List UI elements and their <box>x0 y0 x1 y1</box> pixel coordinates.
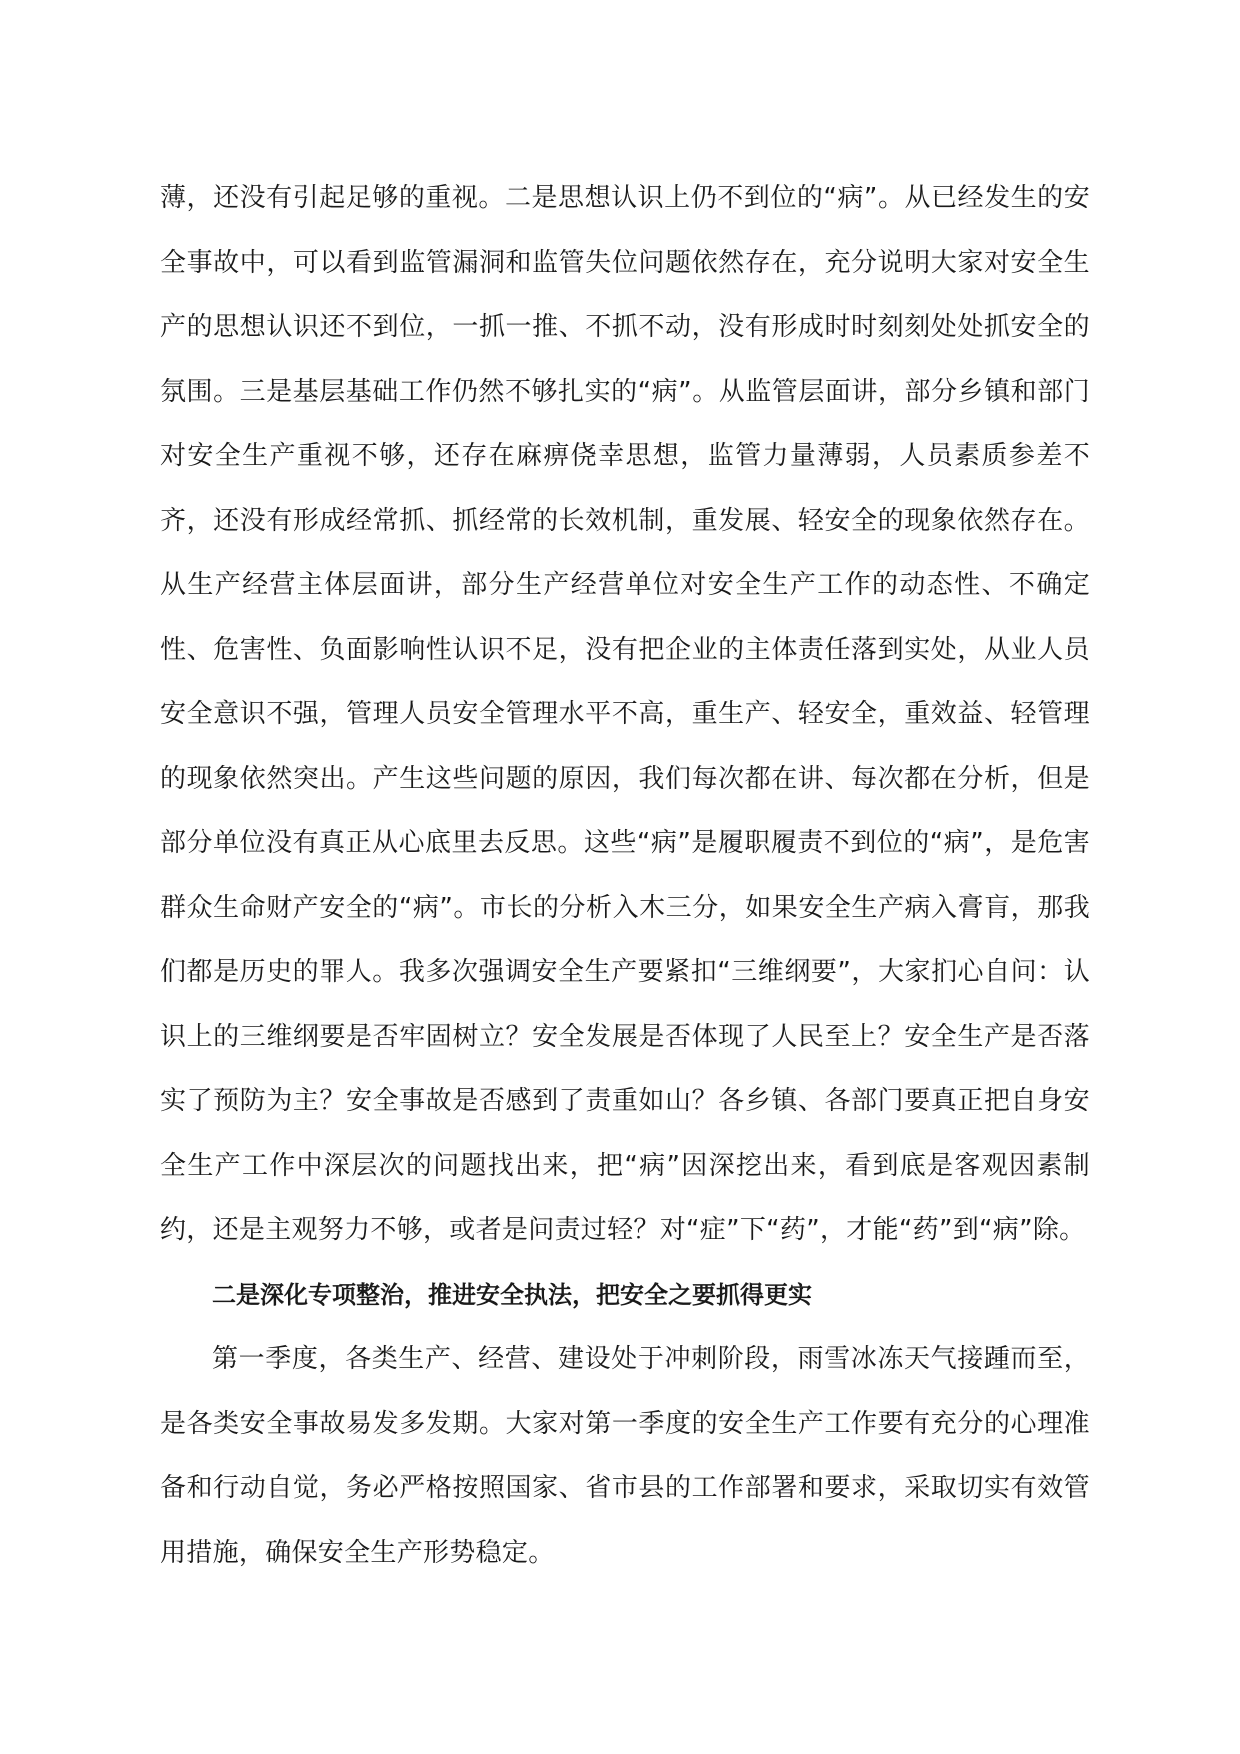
body-paragraph-continued: 薄，还没有引起足够的重视。二是思想认识上仍不到位的“病”。从已经发生的安全事故中，可以看到监管漏洞和监管失位问题依然存在，充分说明大家对安全生产的思想认识还不到位，一抓一推、不抓不动，没有形成时时刻刻处处抓安全的氛围。三是基层基础工作仍然不够扎实的“病”。从监管层面讲，部分乡镇和部门对安全生产重视不够，还存在麻痹侥幸思想，监管力量薄弱，人员素质参差不齐，还没有形成经常抓、抓经常的长效机制，重发展、轻安全的现象依然存在。从生产经营主体层面讲，部分生产经营单位对安全生产工作的动态性、不确定性、危害性、负面影响性认识不足，没有把企业的主体责任落到实处，从业人员安全意识不强，管理人员安全管理水平不高，重生产、轻安全，重效益、轻管理的现象依然突出。产生这些问题的原因，我们每次都在讲、每次都在分析，但是部分单位没有真正从心底里去反思。这些“病”是履职履责不到位的“病”，是危害群众生命财产安全的“病”。市长的分析入木三分，如果安全生产病入膏肓，那我们都是历史的罪人。我多次强调安全生产要紧扣“三维纲要”，大家扪心自问：认识上的三维纲要是否牢固树立？安全发展是否体现了人民至上？安全生产是否落实了预防为主？安全事故是否感到了责重如山？各乡镇、各部门要真正把自身安全生产工作中深层次的问题找出来，把“病”因深挖出来，看到底是客观因素制约，还是主观努力不够，或者是问责过轻？对“症”下“药”，才能“药”到“病”除。 <box>160 183 1090 1245</box>
section-heading: 二是深化专项整治，推进安全执法，把安全之要抓得更实 <box>212 1280 812 1309</box>
document-page <box>160 166 1090 1585</box>
body-paragraph: 第一季度，各类生产、经营、建设处于冲刺阶段，雨雪冰冻天气接踵而至，是各类安全事故易发多发期。大家对第一季度的安全生产工作要有充分的心理准备和行动自觉，务必严格按照国家、省市县的工作部署和要求，采取切实有效管用措施，确保安全生产形势稳定。 <box>160 1344 1090 1568</box>
